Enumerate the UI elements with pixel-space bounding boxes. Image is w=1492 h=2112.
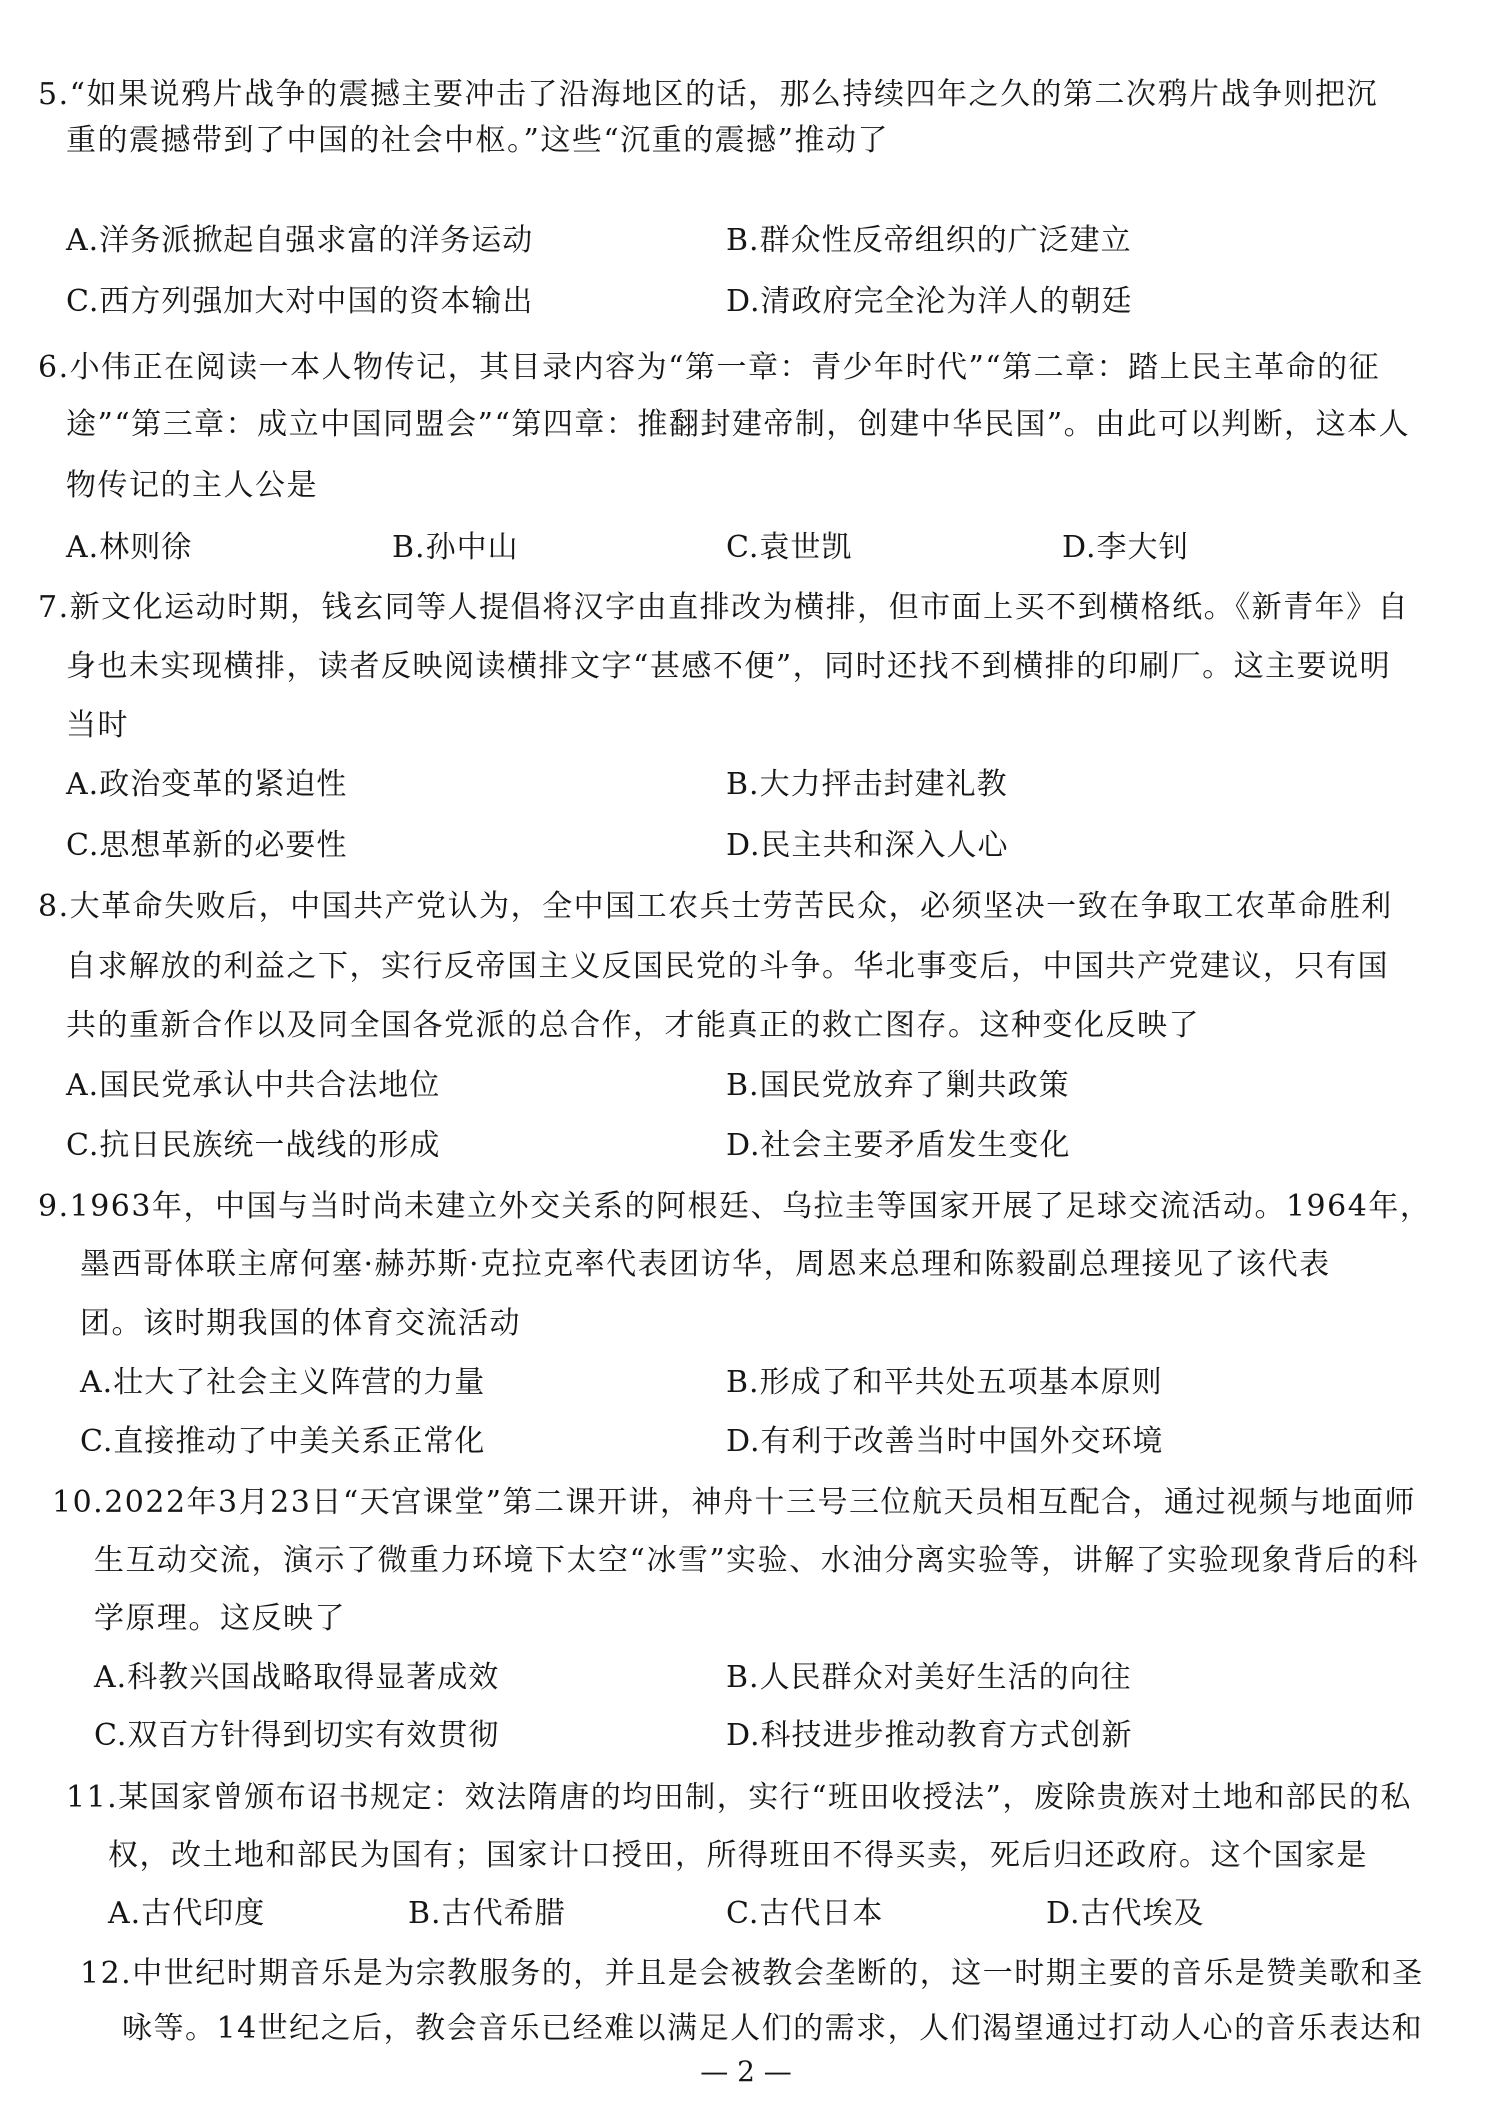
- question-10-stem-line-2: 生互动交流，演示了微重力环境下太空“冰雪”实验、水油分离实验等，讲解了实验现象背后的科: [94, 1543, 1420, 1578]
- question-11-option-c: C.古代日本: [726, 1896, 884, 1931]
- question-7-stem-line-1: 7.新文化运动时期，钱玄同等人提倡将汉字由直排改为横排，但市面上买不到横格纸。《新青年》自: [38, 590, 1410, 625]
- question-9-stem-line-1: 9.1963年，中国与当时尚未建立外交关系的阿根廷、乌拉圭等国家开展了足球交流活动。1964年，: [38, 1189, 1432, 1224]
- question-6-option-c: C.袁世凯: [726, 530, 853, 565]
- question-8-stem-line-3: 共的重新合作以及同全国各党派的总合作，才能真正的救亡图存。这种变化反映了: [66, 1008, 1200, 1043]
- question-10-option-b: B.人民群众对美好生活的向往: [726, 1660, 1132, 1695]
- page-number: — 2 —: [700, 2055, 792, 2088]
- question-7-option-a: A.政治变革的紧迫性: [66, 767, 348, 802]
- question-10-option-a: A.科教兴国战略取得显著成效: [94, 1660, 500, 1695]
- question-11-stem-line-1: 11.某国家曾颁布诏书规定：效法隋唐的均田制，实行“班田收授法”，废除贵族对土地和部民的私: [66, 1780, 1412, 1815]
- question-8-option-b: B.国民党放弃了剿共政策: [726, 1068, 1070, 1103]
- question-11-option-b: B.古代希腊: [408, 1896, 566, 1931]
- question-7-option-c: C.思想革新的必要性: [66, 828, 348, 863]
- question-9-option-a: A.壮大了社会主义阵营的力量: [80, 1365, 486, 1400]
- question-6-stem-line-1: 6.小伟正在阅读一本人物传记，其目录内容为“第一章：青少年时代”“第二章：踏上民主革命的征: [38, 350, 1381, 385]
- question-7-stem-line-2: 身也未实现横排，读者反映阅读横排文字“甚感不便”，同时还找不到横排的印刷厂。这主要说明: [66, 649, 1392, 684]
- question-11-option-a: A.古代印度: [108, 1896, 266, 1931]
- question-8-stem-line-2: 自求解放的利益之下，实行反帝国主义反国民党的斗争。华北事变后，中国共产党建议，只有国: [66, 949, 1389, 984]
- question-10-option-d: D.科技进步推动教育方式创新: [726, 1718, 1133, 1753]
- question-5-option-c: C.西方列强加大对中国的资本输出: [66, 284, 534, 319]
- question-9-option-b: B.形成了和平共处五项基本原则: [726, 1365, 1163, 1400]
- question-11-option-d: D.古代埃及: [1046, 1896, 1205, 1931]
- question-9-stem-line-2: 墨西哥体联主席何塞·赫苏斯·克拉克率代表团访华，周恩来总理和陈毅副总理接见了该代表: [80, 1247, 1331, 1282]
- question-6-stem-line-3: 物传记的主人公是: [66, 468, 318, 503]
- question-5-option-d: D.清政府完全沦为洋人的朝廷: [726, 284, 1133, 319]
- question-9-option-d: D.有利于改善当时中国外交环境: [726, 1424, 1164, 1459]
- question-7-option-b: B.大力抨击封建礼教: [726, 767, 1008, 802]
- question-8-stem-line-1: 8.大革命失败后，中国共产党认为，全中国工农兵士劳苦民众，必须坚决一致在争取工农革命胜利: [38, 889, 1393, 924]
- question-5-stem-line-2: 重的震撼带到了中国的社会中枢。”这些“沉重的震撼”推动了: [66, 123, 890, 158]
- question-9-option-c: C.直接推动了中美关系正常化: [80, 1424, 486, 1459]
- question-7-option-d: D.民主共和深入人心: [726, 828, 1009, 863]
- question-8-option-d: D.社会主要矛盾发生变化: [726, 1128, 1071, 1163]
- question-5-stem-line-1: 5.“如果说鸦片战争的震撼主要冲击了沿海地区的话，那么持续四年之久的第二次鸦片战争则把沉: [38, 77, 1378, 112]
- question-6-stem-line-2: 途”“第三章：成立中国同盟会”“第四章：推翻封建帝制，创建中华民国”。由此可以判断，这本人: [66, 407, 1411, 442]
- question-6-option-d: D.李大钊: [1062, 530, 1190, 565]
- question-11-stem-line-2: 权，改土地和部民为国有；国家计口授田，所得班田不得买卖，死后归还政府。这个国家是: [108, 1838, 1368, 1873]
- question-6-option-a: A.林则徐: [66, 530, 193, 565]
- question-10-stem-line-3: 学原理。这反映了: [94, 1601, 346, 1636]
- question-8-option-a: A.国民党承认中共合法地位: [66, 1068, 441, 1103]
- question-5-option-a: A.洋务派掀起自强求富的洋务运动: [66, 223, 534, 258]
- question-7-stem-line-3: 当时: [66, 708, 129, 743]
- question-9-stem-line-3: 团。该时期我国的体育交流活动: [80, 1306, 521, 1341]
- question-5-option-b: B.群众性反帝组织的广泛建立: [726, 223, 1132, 258]
- question-12-stem-line-1: 12.中世纪时期音乐是为宗教服务的，并且是会被教会垄断的，这一时期主要的音乐是赞美歌和圣: [80, 1956, 1424, 1991]
- question-8-option-c: C.抗日民族统一战线的形成: [66, 1128, 441, 1163]
- question-12-stem-line-2: 咏等。14世纪之后，教会音乐已经难以满足人们的需求，人们渴望通过打动人心的音乐表达和: [122, 2011, 1424, 2046]
- question-10-option-c: C.双百方针得到切实有效贯彻: [94, 1718, 500, 1753]
- question-10-stem-line-1: 10.2022年3月23日“天宫课堂”第二课开讲，神舟十三号三位航天员相互配合，通过视频与地面师: [52, 1485, 1416, 1520]
- question-6-option-b: B.孙中山: [392, 530, 519, 565]
